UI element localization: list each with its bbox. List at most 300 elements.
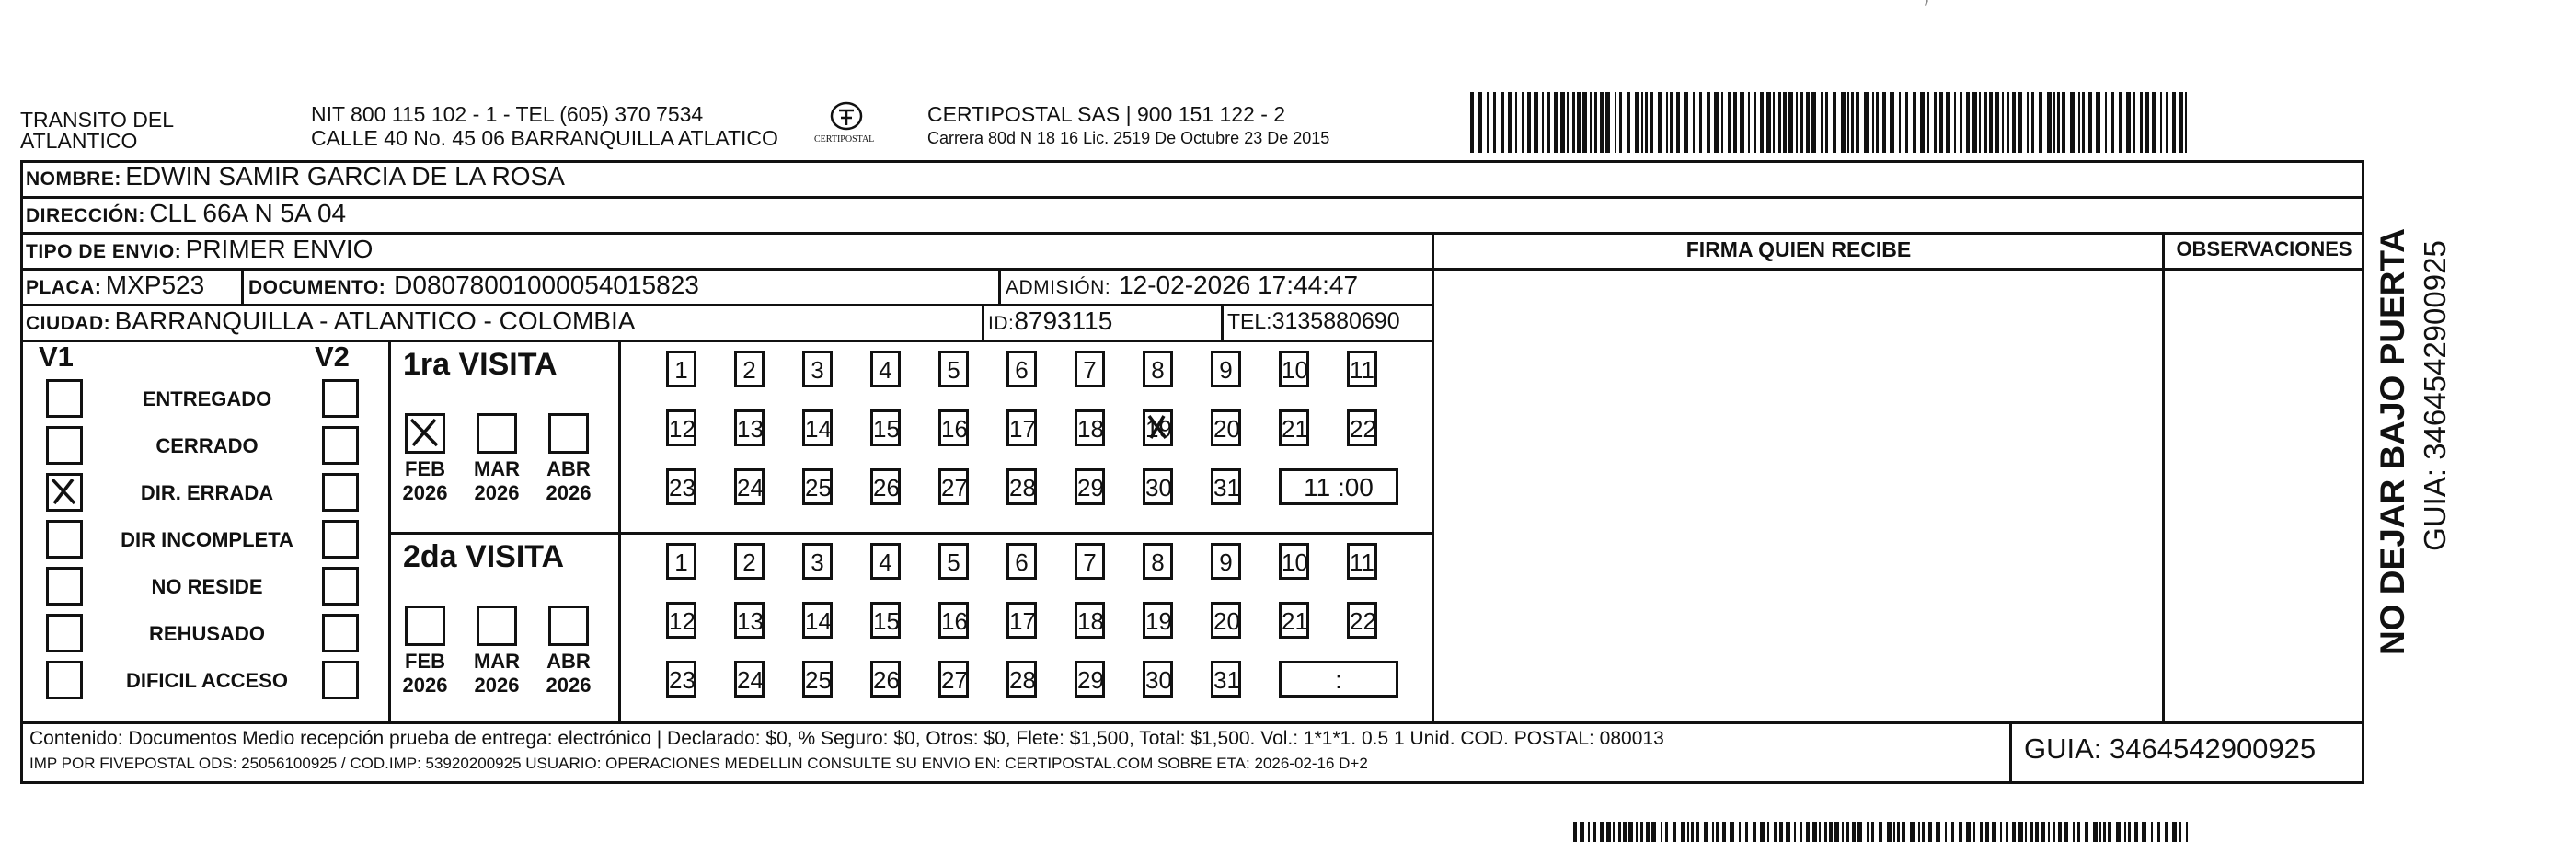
month-checkbox[interactable] [477,413,517,454]
day-box[interactable]: 17 [1006,409,1037,446]
barcode-bar [1728,92,1731,153]
barcode-bar [2041,822,2045,842]
barcode-bar [2111,92,2114,153]
barcode-bar [2145,92,2149,153]
barcode-bar [2047,92,2052,153]
status-v1-checkbox[interactable] [46,426,83,465]
barcode-bar [2012,92,2016,153]
barcode-bar [1936,822,1940,842]
id-label: ID: [988,313,1015,334]
barcode-bar [1833,92,1836,153]
day-box[interactable]: 15 [870,409,901,446]
day-box[interactable]: 31 [1211,468,1241,505]
barcode-bar [1905,92,1908,153]
corner-mark [1925,0,1928,6]
barcode-bar [1829,822,1833,842]
barcode-bar [1745,822,1748,842]
day-box[interactable]: 12 [666,409,696,446]
barcode-bar [1995,92,1999,153]
firma-header: FIRMA QUIEN RECIBE [1685,237,1912,261]
visit-title: 2da VISITA [403,539,565,574]
barcode-bar [1979,92,1981,153]
barcode-bar [1867,822,1869,842]
barcode-bar [2116,822,2121,842]
barcode-bar [1851,92,1854,153]
barcode-bar [1487,92,1489,153]
day-box[interactable]: 27 [938,661,969,698]
client-name-line1: TRANSITO DEL [20,108,174,132]
day-box[interactable]: 9 [1211,351,1241,387]
check-x-icon [408,416,443,451]
barcode-bar [2025,822,2027,842]
barcode-bar [1606,822,1611,842]
barcode-bar [1800,92,1803,153]
status-label: ENTREGADO [142,387,272,410]
barcode-bar [1573,822,1577,842]
day-box[interactable]: 21 [1279,602,1309,639]
barcode-bar [2030,822,2033,842]
month-checkbox[interactable] [477,606,517,646]
direccion-value: CLL 66A N 5A 04 [149,199,347,227]
barcode-bar [1887,822,1892,842]
day-box[interactable]: 11 [1347,543,1377,580]
day-box[interactable]: 12 [666,602,696,639]
barcode-bar [1778,92,1781,153]
day-box[interactable]: 3 [802,543,833,580]
barcode-bar [2185,92,2187,153]
status-label: NO RESIDE [151,575,263,598]
barcode-top [1470,92,2188,153]
day-box[interactable]: 11 [1347,351,1377,387]
status-v1-checkbox[interactable] [46,473,83,512]
ciudad-value: BARRANQUILLA - ATLANTICO - COLOMBIA [114,306,636,335]
barcode-bar [1567,92,1569,153]
barcode-bar [1646,822,1650,842]
barcode-bar [2093,822,2098,842]
status-v2-checkbox[interactable] [322,614,359,652]
day-box[interactable]: 9 [1211,543,1241,580]
barcode-bar [1902,822,1905,842]
status-v1-checkbox[interactable] [46,567,83,606]
day-box[interactable]: 6 [1006,351,1037,387]
barcode-bar [1824,822,1827,842]
barcode-bar [1665,822,1668,842]
footer-guia: GUIA: 3464542900925 [2024,732,2317,765]
barcode-bar [2166,92,2168,153]
day-box[interactable]: 17 [1006,602,1037,639]
day-box[interactable]: 19 [1143,409,1173,446]
barcode-bar [1871,822,1874,842]
month-year: 2026 [546,481,592,504]
barcode-bar [1714,92,1719,153]
barcode-bar [1699,92,1702,153]
courier-address: Carrera 80d N 18 16 Lic. 2519 De Octubre 23 De 2015 [927,129,1330,147]
day-box[interactable]: 6 [1006,543,1037,580]
month-year: 2026 [474,674,520,697]
barcode-bar [1806,822,1810,842]
barcode-bar [2012,822,2016,842]
client-name-line2: ATLANTICO [20,129,138,153]
month-checkbox[interactable] [548,413,589,454]
month-checkbox[interactable] [548,606,589,646]
client-nit: NIT 800 115 102 - 1 - TEL (605) 370 7534 [311,102,704,126]
barcode-bar [2134,822,2138,842]
day-box[interactable]: 18 [1075,602,1105,639]
handwritten-mark-icon [1145,412,1171,444]
day-box[interactable]: 13 [734,602,765,639]
footer-contenido: Contenido: Documentos Medio recepción prueba de entrega: electrónico | Declarado: $0, % Seguro: $0, Otros: $0, Flete: $1,500, Total: $1,500. Vol.: 1*1*1. 0.5 1 Unid. COD. POSTAL: 080013 [29,728,1664,749]
barcode-bar [1847,92,1849,153]
day-box[interactable]: 5 [938,351,969,387]
day-box[interactable]: 8 [1143,543,1173,580]
month-label: FEB [405,650,445,673]
barcode-bar [2179,822,2181,842]
placa-value: MXP523 [105,271,205,299]
status-v2-checkbox[interactable] [322,567,359,606]
barcode-bar [1670,92,1673,153]
status-label: CERRADO [155,434,259,457]
barcode-bar [1767,822,1769,842]
day-box[interactable]: 2 [734,543,765,580]
day-box[interactable]: 27 [938,468,969,505]
barcode-bar [1572,92,1575,153]
day-box[interactable]: 25 [802,661,833,698]
barcode-bar [2099,822,2101,842]
barcode-bar [1879,822,1882,842]
barcode-bar [1773,92,1775,153]
barcode-bar [2070,92,2075,153]
day-box[interactable]: 22 [1347,409,1377,446]
day-box[interactable]: 16 [938,409,969,446]
placa-field [26,271,204,300]
day-box[interactable]: 10 [1279,351,1309,387]
barcode-bar [1739,822,1741,842]
day-box[interactable]: 30 [1143,661,1173,698]
barcode-bar [1918,822,1920,842]
month-checkbox[interactable] [405,413,445,454]
barcode-bar [2140,92,2143,153]
day-box[interactable]: 14 [802,409,833,446]
barcode-bar [1582,92,1587,153]
barcode-bar [1821,92,1823,153]
day-box[interactable]: 24 [734,468,765,505]
id-field [988,306,1112,336]
barcode-bar [1811,92,1816,153]
barcode-bar [1615,92,1616,153]
barcode-bar [1687,822,1689,842]
barcode-bar [1920,92,1925,153]
barcode-bar [1846,822,1849,842]
barcode-bar [1721,92,1723,153]
barcode-bar [1522,92,1524,153]
barcode-bar [1673,822,1676,842]
side-guia: GUIA: 3464542900925 [2418,240,2452,551]
barcode-bar [1693,92,1695,153]
tipo-envio-value: PRIMER ENVIO [185,235,374,263]
admision-field [1006,271,1358,300]
barcode-bar [1588,822,1590,842]
nombre-label: NOMBRE: [26,168,121,190]
day-box[interactable]: 7 [1075,543,1105,580]
barcode-bar [1542,92,1544,153]
barcode-bar [1966,92,1970,153]
day-box[interactable]: 22 [1347,602,1377,639]
day-box[interactable]: 19 [1143,602,1173,639]
day-box[interactable]: 26 [870,468,901,505]
barcode-bars-icon [1470,92,2188,153]
barcode-bar [2142,822,2146,842]
barcode-bar [1661,822,1662,842]
tipo-envio-row [26,235,373,264]
courier-name-nit: CERTIPOSTAL SAS | 900 151 122 - 2 [927,102,1286,126]
day-box[interactable]: 2 [734,351,765,387]
status-v2-checkbox[interactable] [322,473,359,512]
barcode-bar [1897,822,1900,842]
barcode-bar [2077,822,2080,842]
month-label: ABR [546,650,591,673]
barcode-bar [2002,92,2004,153]
time-field[interactable]: 11 :00 [1279,468,1398,505]
barcode-bar [1812,822,1817,842]
barcode-bar [1954,92,1956,153]
month-checkbox[interactable] [405,606,445,646]
barcode-bar [2035,822,2039,842]
barcode-bar [2078,92,2080,153]
admision-label: ADMISIÓN: [1006,277,1111,298]
barcode-bar [2027,92,2029,153]
barcode-bar [1992,822,1996,842]
barcode-bar [1972,92,1977,153]
day-box[interactable]: 1 [666,351,696,387]
ciudad-field [26,306,635,336]
status-v1-checkbox[interactable] [46,520,83,559]
barcode-bar [1600,92,1604,153]
month-label: ABR [546,457,591,480]
status-v1-checkbox[interactable] [46,379,83,418]
check-x-icon [49,476,80,509]
tel-label: TEL: [1227,309,1272,333]
barcode-bar [2179,92,2183,153]
admision-value: 12-02-2026 17:44:47 [1119,271,1359,299]
barcode-bar [1959,822,1962,842]
day-box[interactable]: 29 [1075,468,1105,505]
barcode-bar [1899,92,1901,153]
day-box[interactable]: 23 [666,661,696,698]
barcode-bar [1819,822,1821,842]
client-address: CALLE 40 No. 45 06 BARRANQUILLA ATLATICO [311,126,778,150]
barcode-bar [1779,822,1783,842]
barcode-bar [2064,822,2068,842]
barcode-bar [1605,92,1610,153]
barcode-bar [1774,822,1777,842]
status-v2-checkbox[interactable] [322,661,359,699]
barcode-bar [1707,92,1710,153]
barcode-bar [1841,92,1846,153]
day-box[interactable]: 23 [666,468,696,505]
day-box[interactable]: 4 [870,543,901,580]
barcode-bar [1913,92,1916,153]
time-field[interactable]: : [1279,661,1398,698]
day-box[interactable]: 15 [870,602,901,639]
status-v2-checkbox[interactable] [322,520,359,559]
barcode-bar [1590,92,1592,153]
placa-label: PLACA: [26,277,102,298]
status-label: DIR INCOMPLETA [121,528,293,551]
barcode-bar [2133,92,2135,153]
documento-label: DOCUMENTO: [248,277,386,298]
day-box[interactable]: 13 [734,409,765,446]
barcode-bar [1786,822,1790,842]
barcode-bar [1508,92,1512,153]
barcode-bar [1928,822,1932,842]
barcode-bar [1636,822,1638,842]
barcode-bar [1619,92,1622,153]
tel-field [1227,308,1400,335]
day-box[interactable]: 20 [1211,409,1241,446]
barcode-bar [2126,92,2131,153]
barcode-bar [1547,92,1550,153]
observaciones-header: OBSERVACIONES [2176,237,2352,260]
barcode-bar [2160,92,2162,153]
barcode-bar [2058,822,2062,842]
barcode-bar [1730,822,1734,842]
barcode-bar [1753,822,1756,842]
barcode-bar [1580,822,1584,842]
direccion-row [26,199,346,228]
barcode-bar [1882,92,1886,153]
barcode-bar [1676,92,1680,153]
barcode-bar [1857,822,1862,842]
month-label: MAR [473,457,521,480]
barcode-bar [1577,92,1581,153]
barcode-bar [1825,92,1828,153]
day-box[interactable]: 28 [1006,468,1037,505]
certipostal-logo [810,99,892,153]
direccion-label: DIRECCIÓN: [26,205,145,226]
barcode-bar [2039,92,2042,153]
barcode-bar [1984,92,1987,153]
barcode-bar [1716,822,1719,842]
barcode-bar [2172,92,2176,153]
barcode-bar [2096,92,2100,153]
barcode-bar [1794,822,1796,842]
day-box[interactable]: 28 [1006,661,1037,698]
barcode-bar [1834,822,1839,842]
visit-title: 1ra VISITA [403,347,558,382]
day-box[interactable]: 24 [734,661,765,698]
barcode-bar [1645,92,1648,153]
barcode-bar [1973,822,1975,842]
day-box[interactable]: 10 [1279,543,1309,580]
barcode-bar [1985,822,1989,842]
barcode-bar [1760,92,1764,153]
month-label: FEB [405,457,445,480]
barcode-bar [2053,92,2055,153]
status-v2-checkbox[interactable] [322,379,359,418]
barcode-bar [1658,92,1662,153]
day-box[interactable]: 4 [870,351,901,387]
day-box[interactable]: 7 [1075,351,1105,387]
barcode-bar [1733,92,1737,153]
day-box[interactable]: 26 [870,661,901,698]
status-v2-checkbox[interactable] [322,426,359,465]
barcode-bar [1560,92,1565,153]
barcode-bar [2088,92,2092,153]
barcode-bar [1856,92,1859,153]
v2-header: V2 [315,340,350,373]
day-box[interactable]: 30 [1143,468,1173,505]
barcode-bar [1534,92,1538,153]
tipo-envio-label: TIPO DE ENVIO: [26,241,182,262]
barcode-bar [2172,822,2177,842]
barcode-bar [1704,822,1708,842]
barcode-bar [1600,822,1604,842]
id-value: 8793115 [1014,306,1113,335]
barcode-bar [1989,92,1993,153]
barcode-bar [1623,822,1627,842]
barcode-bar [1864,92,1869,153]
barcode-bar [2062,92,2065,153]
barcode-bar [1640,822,1643,842]
day-box[interactable]: 25 [802,468,833,505]
barcode-bar [1966,822,1971,842]
barcode-bar [1760,822,1765,842]
barcode-bar [2128,822,2131,842]
documento-value: D08078001000054015823 [394,271,699,299]
barcode-bar [2000,822,2002,842]
barcode-bar [1641,92,1643,153]
day-box[interactable]: 31 [1211,661,1241,698]
day-box[interactable]: 18 [1075,409,1105,446]
footer-imp: IMP POR FIVEPOSTAL ODS: 25056100925 / COD.IMP: 53920200925 USUARIO: OPERACIONES MEDELLIN CONSULTE SU ENVIO EN: CERTIPOSTAL.COM SOBRE ETA: 2026-02-16 D+2 [29,755,1368,772]
barcode-bar [1934,92,1937,153]
barcode-bar [1893,822,1895,842]
barcode-bar [1470,92,1474,153]
barcode-bar [1788,92,1793,153]
day-box[interactable]: 5 [938,543,969,580]
barcode-bar [1618,822,1621,842]
side-instruction: NO DEJAR BAJO PUERTA [2374,228,2411,655]
status-label: DIR. ERRADA [140,481,274,504]
barcode-bar [2151,822,2153,842]
documento-field [248,271,699,300]
day-box[interactable]: 1 [666,543,696,580]
barcode-bar [1628,822,1633,842]
barcode-bar [1766,92,1771,153]
barcode-bar [1515,92,1517,153]
barcode-bar [1890,92,1894,153]
barcode-bar [1800,822,1802,842]
barcode-bar [1927,92,1929,153]
barcode-bar [1876,92,1879,153]
v1-header: V1 [39,340,74,373]
status-v1-checkbox[interactable] [46,614,83,652]
day-box[interactable]: 14 [802,602,833,639]
barcode-bar [1754,92,1756,153]
month-year: 2026 [402,481,448,504]
day-box[interactable]: 3 [802,351,833,387]
day-box[interactable]: 8 [1143,351,1173,387]
barcode-bar [1527,92,1531,153]
logo-caption: CERTIPOSTAL [814,134,875,144]
day-box[interactable]: 29 [1075,661,1105,698]
status-v1-checkbox[interactable] [46,661,83,699]
day-box[interactable]: 16 [938,602,969,639]
day-box[interactable]: 20 [1211,602,1241,639]
day-box[interactable]: 21 [1279,409,1309,446]
barcode-bar [1960,92,1962,153]
barcode-bar [1951,822,1954,842]
